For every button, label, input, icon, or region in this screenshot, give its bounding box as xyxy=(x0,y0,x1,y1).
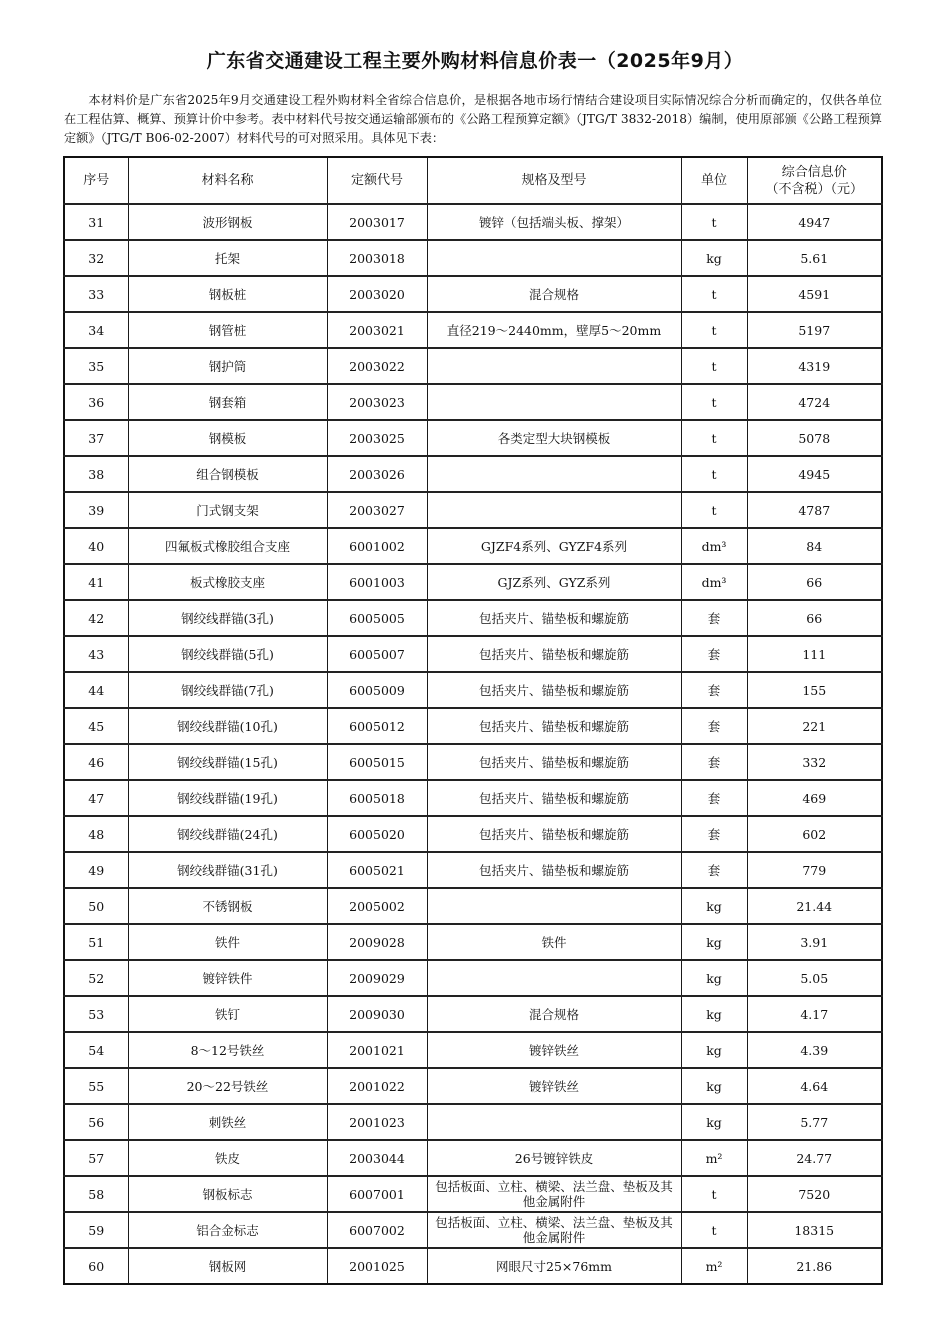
cell-seq: 35 xyxy=(64,348,128,384)
cell-code: 2001025 xyxy=(327,1248,427,1284)
cell-seq: 37 xyxy=(64,420,128,456)
header-price xyxy=(747,157,882,204)
table-row xyxy=(64,708,882,744)
table-row xyxy=(64,1212,882,1248)
cell-unit: kg xyxy=(681,1068,747,1104)
cell-name: 钢绞线群锚(10孔) xyxy=(128,708,327,744)
cell-price: 7520 xyxy=(747,1176,882,1212)
cell-seq: 48 xyxy=(64,816,128,852)
cell-spec: 各类定型大块钢模板 xyxy=(427,420,681,456)
cell-price: 4.17 xyxy=(747,996,882,1032)
cell-unit: m² xyxy=(681,1248,747,1284)
cell-price: 779 xyxy=(747,852,882,888)
cell-unit: t xyxy=(681,1176,747,1212)
cell-seq: 40 xyxy=(64,528,128,564)
cell-spec: 包括夹片、锚垫板和螺旋筋 xyxy=(427,636,681,672)
cell-price: 5197 xyxy=(747,312,882,348)
cell-name: 钢绞线群锚(31孔) xyxy=(128,852,327,888)
cell-spec: 混合规格 xyxy=(427,996,681,1032)
cell-unit: 套 xyxy=(681,852,747,888)
cell-spec: GJZF4系列、GYZF4系列 xyxy=(427,528,681,564)
cell-seq: 33 xyxy=(64,276,128,312)
cell-price: 3.91 xyxy=(747,924,882,960)
cell-unit: t xyxy=(681,420,747,456)
cell-seq: 38 xyxy=(64,456,128,492)
cell-seq: 43 xyxy=(64,636,128,672)
cell-code: 2009029 xyxy=(327,960,427,996)
cell-seq: 34 xyxy=(64,312,128,348)
table-row xyxy=(64,888,882,924)
table-row xyxy=(64,348,882,384)
cell-code: 2001022 xyxy=(327,1068,427,1104)
table-row xyxy=(64,1032,882,1068)
cell-price: 4787 xyxy=(747,492,882,528)
cell-unit: t xyxy=(681,384,747,420)
cell-unit: 套 xyxy=(681,672,747,708)
cell-seq: 59 xyxy=(64,1212,128,1248)
cell-price: 4947 xyxy=(747,204,882,240)
cell-code: 6001002 xyxy=(327,528,427,564)
cell-unit: dm³ xyxy=(681,564,747,600)
table-row xyxy=(64,564,882,600)
cell-code: 6007002 xyxy=(327,1212,427,1248)
cell-unit: kg xyxy=(681,1032,747,1068)
table-row xyxy=(64,420,882,456)
cell-spec: 包括夹片、锚垫板和螺旋筋 xyxy=(427,744,681,780)
cell-code: 2003020 xyxy=(327,276,427,312)
cell-seq: 39 xyxy=(64,492,128,528)
table-row xyxy=(64,924,882,960)
price-table xyxy=(63,156,883,1285)
cell-seq: 51 xyxy=(64,924,128,960)
cell-name: 8～12号铁丝 xyxy=(128,1032,327,1068)
header-spec: 规格及型号 xyxy=(427,157,681,204)
header-price-line2: （不含税）（元） xyxy=(765,181,863,197)
cell-spec xyxy=(427,348,681,384)
cell-spec: 混合规格 xyxy=(427,276,681,312)
cell-seq: 58 xyxy=(64,1176,128,1212)
cell-code: 6005018 xyxy=(327,780,427,816)
cell-name: 钢板标志 xyxy=(128,1176,327,1212)
table-row xyxy=(64,1068,882,1104)
cell-name: 钢绞线群锚(3孔) xyxy=(128,600,327,636)
cell-spec: 包括板面、立柱、横梁、法兰盘、垫板及其他金属附件 xyxy=(427,1212,681,1248)
cell-name: 不锈钢板 xyxy=(128,888,327,924)
cell-spec xyxy=(427,1104,681,1140)
cell-seq: 53 xyxy=(64,996,128,1032)
cell-code: 2003026 xyxy=(327,456,427,492)
cell-code: 6005012 xyxy=(327,708,427,744)
cell-name: 刺铁丝 xyxy=(128,1104,327,1140)
cell-price: 66 xyxy=(747,564,882,600)
cell-price: 21.86 xyxy=(747,1248,882,1284)
cell-code: 6005020 xyxy=(327,816,427,852)
cell-name: 铁钉 xyxy=(128,996,327,1032)
cell-code: 2001021 xyxy=(327,1032,427,1068)
cell-unit: t xyxy=(681,276,747,312)
cell-unit: t xyxy=(681,348,747,384)
cell-name: 四氟板式橡胶组合支座 xyxy=(128,528,327,564)
cell-unit: kg xyxy=(681,1104,747,1140)
cell-seq: 50 xyxy=(64,888,128,924)
cell-unit: t xyxy=(681,1212,747,1248)
cell-code: 6005015 xyxy=(327,744,427,780)
cell-unit: kg xyxy=(681,960,747,996)
intro-paragraph: 本材料价是广东省2025年9月交通建设工程外购材料全省综合信息价，是根据各地市场行情结合建设项目实际情况综合分析而确定的，仅供各单位在工程估算、概算、预算计价中参考。表中材料代号按交通运输部颁布的《公路工程预算定额》（JTG/T 3832-2018）编制，使用原部颁《公路工程预算定额》（JTG/T B06-02-2007）材料代号的可对照采用。具体见下表： xyxy=(64,93,882,145)
cell-name: 钢板网 xyxy=(128,1248,327,1284)
cell-unit: 套 xyxy=(681,636,747,672)
cell-code: 6005021 xyxy=(327,852,427,888)
cell-spec: 包括夹片、锚垫板和螺旋筋 xyxy=(427,600,681,636)
cell-spec xyxy=(427,492,681,528)
cell-name: 铝合金标志 xyxy=(128,1212,327,1248)
cell-code: 2009028 xyxy=(327,924,427,960)
cell-code: 2003023 xyxy=(327,384,427,420)
cell-code: 2003025 xyxy=(327,420,427,456)
header-unit: 单位 xyxy=(681,157,747,204)
cell-seq: 47 xyxy=(64,780,128,816)
table-row xyxy=(64,240,882,276)
cell-spec: 铁件 xyxy=(427,924,681,960)
cell-unit: dm³ xyxy=(681,528,747,564)
cell-unit: kg xyxy=(681,240,747,276)
cell-seq: 41 xyxy=(64,564,128,600)
cell-spec xyxy=(427,240,681,276)
cell-price: 221 xyxy=(747,708,882,744)
cell-unit: t xyxy=(681,456,747,492)
cell-spec: 网眼尺寸25×76mm xyxy=(427,1248,681,1284)
table-row xyxy=(64,204,882,240)
cell-spec: 26号镀锌铁皮 xyxy=(427,1140,681,1176)
cell-seq: 36 xyxy=(64,384,128,420)
cell-spec xyxy=(427,384,681,420)
cell-unit: 套 xyxy=(681,600,747,636)
cell-code: 6005009 xyxy=(327,672,427,708)
cell-spec: 包括夹片、锚垫板和螺旋筋 xyxy=(427,816,681,852)
cell-code: 2003022 xyxy=(327,348,427,384)
cell-code: 2003044 xyxy=(327,1140,427,1176)
cell-price: 5.77 xyxy=(747,1104,882,1140)
cell-seq: 31 xyxy=(64,204,128,240)
cell-seq: 52 xyxy=(64,960,128,996)
table-row xyxy=(64,960,882,996)
cell-price: 602 xyxy=(747,816,882,852)
table-row xyxy=(64,1104,882,1140)
table-row xyxy=(64,636,882,672)
cell-seq: 54 xyxy=(64,1032,128,1068)
cell-name: 波形钢板 xyxy=(128,204,327,240)
cell-seq: 56 xyxy=(64,1104,128,1140)
cell-unit: 套 xyxy=(681,708,747,744)
cell-name: 钢套箱 xyxy=(128,384,327,420)
cell-spec: 镀锌铁丝 xyxy=(427,1068,681,1104)
cell-spec: 包括夹片、锚垫板和螺旋筋 xyxy=(427,708,681,744)
table-row xyxy=(64,744,882,780)
header-price-line1: 综合信息价 xyxy=(781,164,847,180)
page-title: 广东省交通建设工程主要外购材料信息价表一（2025年9月） xyxy=(206,50,744,72)
table-row xyxy=(64,312,882,348)
table-body xyxy=(64,204,882,1284)
cell-code: 2003017 xyxy=(327,204,427,240)
cell-price: 5.61 xyxy=(747,240,882,276)
cell-name: 托架 xyxy=(128,240,327,276)
cell-unit: t xyxy=(681,492,747,528)
cell-spec: 镀锌（包括端头板、撑架） xyxy=(427,204,681,240)
cell-seq: 60 xyxy=(64,1248,128,1284)
cell-spec: 直径219～2440mm，壁厚5～20mm xyxy=(427,312,681,348)
cell-price: 66 xyxy=(747,600,882,636)
cell-seq: 49 xyxy=(64,852,128,888)
cell-spec: 镀锌铁丝 xyxy=(427,1032,681,1068)
cell-spec xyxy=(427,960,681,996)
cell-name: 钢模板 xyxy=(128,420,327,456)
cell-name: 门式钢支架 xyxy=(128,492,327,528)
cell-name: 板式橡胶支座 xyxy=(128,564,327,600)
cell-seq: 42 xyxy=(64,600,128,636)
table-row xyxy=(64,600,882,636)
cell-price: 469 xyxy=(747,780,882,816)
cell-price: 5078 xyxy=(747,420,882,456)
table-row xyxy=(64,492,882,528)
cell-spec xyxy=(427,456,681,492)
header-code: 定额代号 xyxy=(327,157,427,204)
cell-name: 镀锌铁件 xyxy=(128,960,327,996)
table-row xyxy=(64,1248,882,1284)
table-row xyxy=(64,816,882,852)
cell-name: 组合钢模板 xyxy=(128,456,327,492)
cell-spec: 包括夹片、锚垫板和螺旋筋 xyxy=(427,672,681,708)
cell-name: 钢绞线群锚(19孔) xyxy=(128,780,327,816)
cell-seq: 55 xyxy=(64,1068,128,1104)
cell-spec: 包括板面、立柱、横梁、法兰盘、垫板及其他金属附件 xyxy=(427,1176,681,1212)
cell-spec: 包括夹片、锚垫板和螺旋筋 xyxy=(427,852,681,888)
cell-price: 24.77 xyxy=(747,1140,882,1176)
table-row xyxy=(64,1140,882,1176)
cell-spec: 包括夹片、锚垫板和螺旋筋 xyxy=(427,780,681,816)
cell-seq: 32 xyxy=(64,240,128,276)
cell-price: 5.05 xyxy=(747,960,882,996)
table-row xyxy=(64,456,882,492)
cell-name: 钢管桩 xyxy=(128,312,327,348)
cell-code: 2003027 xyxy=(327,492,427,528)
cell-seq: 46 xyxy=(64,744,128,780)
cell-seq: 44 xyxy=(64,672,128,708)
cell-name: 钢绞线群锚(15孔) xyxy=(128,744,327,780)
cell-unit: t xyxy=(681,204,747,240)
cell-code: 6001003 xyxy=(327,564,427,600)
cell-code: 6005005 xyxy=(327,600,427,636)
cell-code: 2003021 xyxy=(327,312,427,348)
cell-unit: kg xyxy=(681,924,747,960)
cell-name: 钢绞线群锚(7孔) xyxy=(128,672,327,708)
cell-price: 21.44 xyxy=(747,888,882,924)
cell-code: 2001023 xyxy=(327,1104,427,1140)
cell-code: 2003018 xyxy=(327,240,427,276)
cell-price: 4945 xyxy=(747,456,882,492)
cell-unit: kg xyxy=(681,996,747,1032)
cell-price: 18315 xyxy=(747,1212,882,1248)
cell-price: 4591 xyxy=(747,276,882,312)
table-header-row xyxy=(64,157,882,204)
cell-price: 4319 xyxy=(747,348,882,384)
cell-name: 钢板桩 xyxy=(128,276,327,312)
cell-price: 111 xyxy=(747,636,882,672)
table-row xyxy=(64,528,882,564)
cell-unit: 套 xyxy=(681,744,747,780)
table-row xyxy=(64,996,882,1032)
cell-unit: kg xyxy=(681,888,747,924)
cell-name: 钢绞线群锚(24孔) xyxy=(128,816,327,852)
cell-price: 4724 xyxy=(747,384,882,420)
cell-unit: m² xyxy=(681,1140,747,1176)
cell-name: 铁件 xyxy=(128,924,327,960)
cell-unit: 套 xyxy=(681,780,747,816)
cell-code: 2005002 xyxy=(327,888,427,924)
cell-unit: 套 xyxy=(681,816,747,852)
cell-spec: GJZ系列、GYZ系列 xyxy=(427,564,681,600)
cell-code: 6007001 xyxy=(327,1176,427,1212)
cell-code: 2009030 xyxy=(327,996,427,1032)
cell-seq: 45 xyxy=(64,708,128,744)
table-row xyxy=(64,1176,882,1212)
cell-name: 钢绞线群锚(5孔) xyxy=(128,636,327,672)
header-seq: 序号 xyxy=(64,157,128,204)
cell-seq: 57 xyxy=(64,1140,128,1176)
cell-name: 钢护筒 xyxy=(128,348,327,384)
header-name: 材料名称 xyxy=(128,157,327,204)
cell-price: 4.64 xyxy=(747,1068,882,1104)
table-row xyxy=(64,852,882,888)
table-row xyxy=(64,276,882,312)
cell-price: 332 xyxy=(747,744,882,780)
cell-unit: t xyxy=(681,312,747,348)
table-row xyxy=(64,780,882,816)
cell-price: 4.39 xyxy=(747,1032,882,1068)
cell-name: 铁皮 xyxy=(128,1140,327,1176)
table-row xyxy=(64,384,882,420)
cell-code: 6005007 xyxy=(327,636,427,672)
cell-price: 155 xyxy=(747,672,882,708)
table-row xyxy=(64,672,882,708)
cell-price: 84 xyxy=(747,528,882,564)
cell-name: 20～22号铁丝 xyxy=(128,1068,327,1104)
cell-spec xyxy=(427,888,681,924)
